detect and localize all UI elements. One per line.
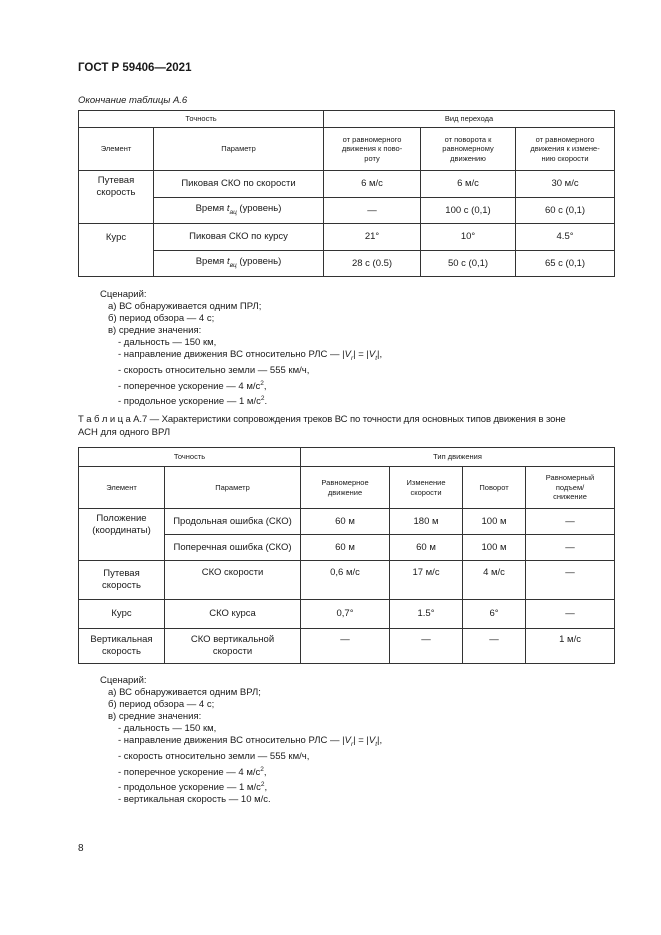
table-row	[79, 198, 615, 224]
header-col-uniform-to-speed-change: от равномерного движения к измене- нию скорости	[516, 128, 615, 171]
header-accuracy: Точность	[79, 448, 301, 467]
cell-value: —	[390, 629, 463, 664]
header-element: Элемент	[79, 128, 154, 171]
scenario-item: а) ВС обнаруживается одним ПРЛ;	[108, 301, 262, 313]
scenario-2	[100, 675, 382, 806]
scenario-1	[100, 289, 382, 408]
scenario-item: а) ВС обнаруживается одним ВРЛ;	[108, 687, 261, 699]
cell-parameter: СКО вертикальной скорости	[165, 629, 301, 664]
cell-value: 1 м/с	[526, 629, 615, 664]
cell-element-position: Положение (координаты)	[79, 509, 165, 561]
cell-value: 60 м	[301, 535, 390, 561]
cell-value: 30 м/с	[516, 171, 615, 198]
cell-value: —	[526, 535, 615, 561]
cell-element-vertical-speed: Вертикальная скорость	[79, 629, 165, 664]
cell-element-ground-speed: Путевая скорость	[79, 171, 154, 224]
scenario-title: Сценарий:	[100, 675, 147, 686]
table-row	[79, 561, 615, 600]
scenario-item: б) период обзора — 4 с;	[108, 313, 215, 325]
cell-value: 4 м/с	[463, 561, 526, 600]
table-a6-caption: Окончание таблицы А.6	[78, 95, 188, 106]
cell-parameter: Пиковая СКО по скорости	[154, 171, 324, 198]
cell-parameter: Продольная ошибка (СКО)	[165, 509, 301, 535]
cell-value: —	[301, 629, 390, 664]
header-col-speed-change: Изменение скорости	[390, 467, 463, 509]
cell-value: 0,7°	[301, 600, 390, 629]
cell-value: 6 м/с	[324, 171, 421, 198]
document-header: ГОСТ Р 59406—2021	[78, 62, 192, 74]
cell-value: —	[463, 629, 526, 664]
cell-parameter: Поперечная ошибка (СКО)	[165, 535, 301, 561]
table-row	[79, 509, 615, 535]
scenario-item: в) средние значения:	[108, 711, 202, 723]
cell-element-ground-speed: Путевая скорость	[79, 561, 165, 600]
table-row	[79, 251, 615, 277]
cell-value: 180 м	[390, 509, 463, 535]
cell-value: —	[526, 600, 615, 629]
scenario-item: в) средние значения:	[108, 325, 202, 337]
header-col-uniform-to-turn: от равномерного движения к пово- роту	[324, 128, 421, 171]
table-row	[79, 224, 615, 251]
scenario-subitem: - скорость относительно земли — 555 км/ч,	[118, 365, 310, 377]
scenario-subitem: - продольное ускорение — 1 $м/с^2$.	[118, 394, 268, 407]
scenario-item: б) период обзора — 4 с;	[108, 699, 215, 711]
table-a6	[78, 110, 615, 277]
table-a7-caption: Т а б л и ц а А.7 — Характеристики сопровождения треков ВС по точности для основных типов движения в зоне АСН для одного ВРЛ	[78, 414, 566, 438]
table-row	[79, 171, 615, 198]
cell-value: 6°	[463, 600, 526, 629]
header-col-turn-to-uniform: от поворота к равномерному движению	[421, 128, 516, 171]
header-parameter: Параметр	[165, 467, 301, 509]
cell-element-course: Курс	[79, 224, 154, 277]
header-accuracy: Точность	[79, 111, 324, 128]
header-col-climb-descent: Равномерный подъем/ снижение	[526, 467, 615, 509]
cell-parameter: Время $t_{ац}$ (уровень)	[154, 198, 324, 224]
cell-value: 28 с (0.5)	[324, 251, 421, 277]
header-motion-type: Тип движения	[301, 448, 615, 467]
scenario-subitem: - поперечное ускорение — 4 $м/с^2$,	[118, 379, 267, 392]
header-col-turn: Поворот	[463, 467, 526, 509]
table-row	[79, 629, 615, 664]
cell-value: —	[526, 561, 615, 600]
cell-value: —	[324, 198, 421, 224]
cell-value: 65 с (0,1)	[516, 251, 615, 277]
table-row	[79, 600, 615, 629]
header-parameter: Параметр	[154, 128, 324, 171]
cell-element-course: Курс	[79, 600, 165, 629]
scenario-subitem: - дальность — 150 км,	[118, 337, 217, 349]
scenario-subitem: - направление движения ВС относительно РЛС — $|V_r| = |V_t|$,	[118, 349, 383, 363]
cell-value: 100 с (0,1)	[421, 198, 516, 224]
scenario-subitem: - скорость относительно земли — 555 км/ч,	[118, 751, 310, 763]
scenario-subitem: - продольное ускорение — 1 $м/с^2$,	[118, 780, 268, 793]
cell-parameter: СКО скорости	[165, 561, 301, 600]
cell-parameter: Пиковая СКО по курсу	[154, 224, 324, 251]
scenario-subitem: - дальность — 150 км,	[118, 723, 217, 735]
page-number: 8	[78, 843, 84, 854]
cell-value: 6 м/с	[421, 171, 516, 198]
header-col-uniform: Равномерное движение	[301, 467, 390, 509]
cell-value: —	[526, 509, 615, 535]
cell-value: 50 с (0,1)	[421, 251, 516, 277]
header-transition-type: Вид перехода	[324, 111, 615, 128]
scenario-title: Сценарий:	[100, 289, 147, 300]
cell-value: 10°	[421, 224, 516, 251]
cell-value: 100 м	[463, 509, 526, 535]
cell-value: 60 м	[390, 535, 463, 561]
cell-value: 0,6 м/с	[301, 561, 390, 600]
table-a7	[78, 447, 615, 664]
cell-value: 1.5°	[390, 600, 463, 629]
cell-value: 4.5°	[516, 224, 615, 251]
cell-value: 21°	[324, 224, 421, 251]
scenario-subitem: - направление движения ВС относительно РЛС — $|V_r| = |V_t|$,	[118, 735, 383, 749]
cell-parameter: СКО курса	[165, 600, 301, 629]
cell-parameter: Время $t_{вц}$ (уровень)	[154, 251, 324, 277]
cell-value: 60 м	[301, 509, 390, 535]
cell-value: 100 м	[463, 535, 526, 561]
scenario-subitem: - поперечное ускорение — 4 $м/с^2$,	[118, 765, 267, 778]
cell-value: 60 с (0,1)	[516, 198, 615, 224]
cell-value: 17 м/с	[390, 561, 463, 600]
header-element: Элемент	[79, 467, 165, 509]
scenario-subitem: - вертикальная скорость — 10 м/с.	[118, 794, 271, 806]
